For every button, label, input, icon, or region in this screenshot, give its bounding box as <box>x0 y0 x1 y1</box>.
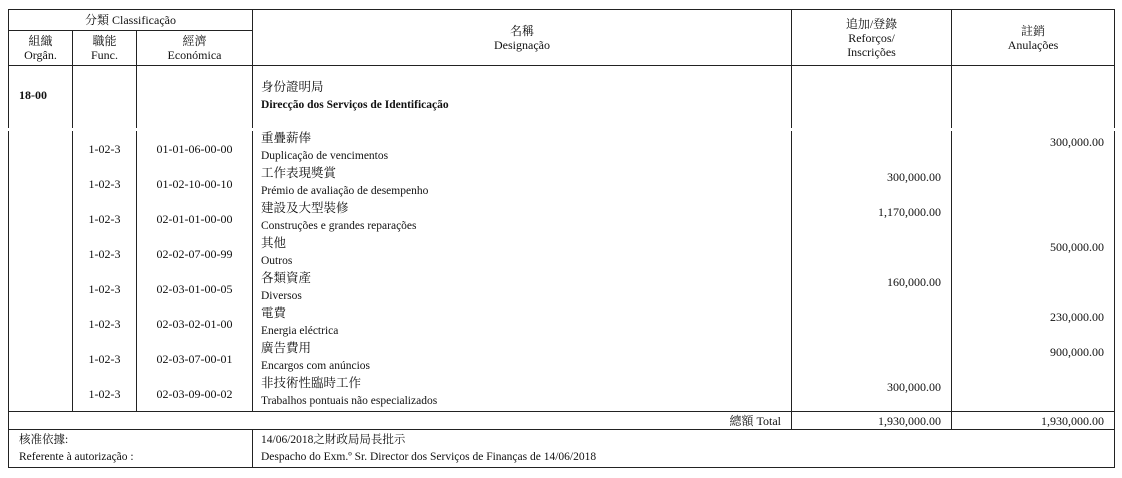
row-func-code: 1-02-3 <box>88 142 121 156</box>
row-anulacoes-cell <box>952 131 1115 166</box>
row-desig-cell <box>253 341 792 376</box>
row-desig-cell <box>253 271 792 306</box>
table-row <box>9 236 1115 271</box>
row-anulacoes-value <box>952 166 1104 170</box>
row-reforcos-value <box>792 236 941 240</box>
anulacoes-header <box>952 10 1115 66</box>
econ-header-zh: 經濟 <box>182 34 207 48</box>
entity-org-cell <box>9 66 73 128</box>
row-func-code: 1-02-3 <box>88 387 121 401</box>
row-econ-cell <box>137 271 253 306</box>
row-anulacoes-cell <box>952 271 1115 306</box>
row-reforcos-cell <box>792 201 952 236</box>
row-econ-code: 02-02-07-00-99 <box>156 247 233 261</box>
row-anulacoes-value: 300,000.00 <box>1050 135 1104 149</box>
designation-header <box>253 10 792 66</box>
org-header-zh: 組織 <box>28 34 53 48</box>
row-desc-zh: 工作表現獎賞 <box>261 166 337 180</box>
footer-value-zh: 14/06/2018之財政局局長批示 <box>261 434 406 446</box>
row-econ-cell <box>137 236 253 271</box>
row-func-code: 1-02-3 <box>88 212 121 226</box>
row-reforcos-value <box>792 131 941 135</box>
entity-reforcos-cell <box>792 66 952 128</box>
row-desc-pt: Construções e grandes reparações <box>261 220 417 232</box>
row-desc-zh: 重疊薪俸 <box>261 131 312 145</box>
reforcos-header-pt1: Reforços/ <box>848 30 895 45</box>
row-reforcos-cell <box>792 131 952 166</box>
row-func-code: 1-02-3 <box>88 177 121 191</box>
footer-value-cell <box>253 430 1115 468</box>
row-econ-code: 01-02-10-00-10 <box>156 177 233 191</box>
footer-label-zh: 核准依據: <box>19 434 69 446</box>
table-row <box>9 166 1115 201</box>
row-func-cell <box>73 271 137 306</box>
reforcos-header-zh: 追加/登錄 <box>845 16 898 31</box>
entity-name-zh: 身份證明局 <box>261 80 324 94</box>
budget-rows <box>9 131 1115 411</box>
table-row <box>9 201 1115 236</box>
budget-rows-table <box>8 131 1115 411</box>
row-reforcos-cell <box>792 306 952 341</box>
row-desc-pt: Energia eléctrica <box>261 325 339 337</box>
row-org-cell <box>9 306 73 341</box>
row-anulacoes-cell <box>952 376 1115 411</box>
entity-econ-cell <box>137 66 253 128</box>
total-table <box>8 411 1115 468</box>
row-desc-pt: Prémio de avaliação de desempenho <box>261 185 429 197</box>
row-anulacoes-cell <box>952 166 1115 201</box>
total-anulacoes: 1,930,000.00 <box>952 412 1115 430</box>
row-reforcos-value: 300,000.00 <box>887 380 941 394</box>
row-econ-code: 02-03-07-00-01 <box>156 352 233 366</box>
row-reforcos-cell <box>792 166 952 201</box>
row-func-code: 1-02-3 <box>88 282 121 296</box>
row-econ-cell <box>137 376 253 411</box>
row-desc-zh: 廣告費用 <box>261 341 312 355</box>
row-desc-pt: Trabalhos pontuais não especializados <box>261 395 438 407</box>
row-anulacoes-cell <box>952 306 1115 341</box>
row-func-code: 1-02-3 <box>88 317 121 331</box>
row-org-cell <box>9 341 73 376</box>
table-row <box>9 341 1115 376</box>
row-anulacoes-value <box>952 271 1104 275</box>
row-econ-code: 02-03-01-00-05 <box>156 282 233 296</box>
row-reforcos-cell <box>792 376 952 411</box>
row-func-cell <box>73 166 137 201</box>
row-org-cell <box>9 166 73 201</box>
entity-name-pt: Direcção dos Serviços de Identificação <box>261 99 449 111</box>
row-anulacoes-value: 900,000.00 <box>1050 345 1104 359</box>
entity-desig-cell <box>253 66 792 128</box>
designation-header-pt: Designação <box>494 37 550 52</box>
econ-header <box>137 31 253 66</box>
anulacoes-header-pt: Anulações <box>1007 37 1059 52</box>
org-header <box>9 31 73 66</box>
row-org-cell <box>9 201 73 236</box>
total-label: 總額 Total <box>9 412 792 430</box>
table-row <box>9 306 1115 341</box>
row-func-cell <box>73 376 137 411</box>
row-econ-code: 01-01-06-00-00 <box>156 142 233 156</box>
row-desc-zh: 其他 <box>261 236 287 250</box>
entity-anul-cell <box>952 66 1115 128</box>
row-desc-pt: Encargos com anúncios <box>261 360 371 372</box>
row-anulacoes-cell <box>952 341 1115 376</box>
row-desc-zh: 非技術性臨時工作 <box>261 376 362 390</box>
row-desc-pt: Duplicação de vencimentos <box>261 150 389 162</box>
reforcos-header-pt2: Inscrições <box>847 44 896 59</box>
row-desc-zh: 電費 <box>261 306 287 320</box>
anulacoes-header-zh: 註銷 <box>1021 23 1046 38</box>
budget-table <box>8 9 1115 128</box>
row-reforcos-cell <box>792 236 952 271</box>
row-reforcos-value <box>792 341 941 345</box>
row-org-cell <box>9 131 73 166</box>
footer-label-cell <box>9 430 253 468</box>
row-desig-cell <box>253 306 792 341</box>
row-reforcos-cell <box>792 341 952 376</box>
row-econ-code: 02-03-09-00-02 <box>156 387 233 401</box>
row-desig-cell <box>253 166 792 201</box>
row-econ-code: 02-01-01-00-00 <box>156 212 233 226</box>
row-econ-cell <box>137 201 253 236</box>
row-anulacoes-cell <box>952 201 1115 236</box>
func-header-pt: Func. <box>91 48 118 62</box>
table-row <box>9 131 1115 166</box>
row-desc-pt: Diversos <box>261 290 302 302</box>
row-func-code: 1-02-3 <box>88 247 121 261</box>
entity-org-code: 18-00 <box>19 88 47 102</box>
row-anulacoes-value: 230,000.00 <box>1050 310 1104 324</box>
row-desc-zh: 建設及大型裝修 <box>261 201 349 215</box>
row-anulacoes-value <box>952 201 1104 205</box>
row-reforcos-value <box>792 306 941 310</box>
row-desc-zh: 各類資產 <box>261 271 312 285</box>
entity-row <box>9 66 1115 128</box>
row-econ-cell <box>137 306 253 341</box>
table-row <box>9 271 1115 306</box>
header-row-1 <box>9 10 1115 31</box>
row-econ-cell <box>137 166 253 201</box>
row-reforcos-cell <box>792 271 952 306</box>
designation-header-zh: 名稱 <box>510 23 535 38</box>
row-econ-cell <box>137 341 253 376</box>
row-desig-cell <box>253 131 792 166</box>
row-econ-code: 02-03-02-01-00 <box>156 317 233 331</box>
total-reforcos: 1,930,000.00 <box>792 412 952 430</box>
func-header-zh: 職能 <box>92 34 117 48</box>
row-org-cell <box>9 376 73 411</box>
row-desig-cell <box>253 201 792 236</box>
row-func-cell <box>73 131 137 166</box>
row-func-cell <box>73 201 137 236</box>
reforcos-header <box>792 10 952 66</box>
row-anulacoes-value <box>952 376 1104 380</box>
row-reforcos-value: 160,000.00 <box>887 275 941 289</box>
row-org-cell <box>9 236 73 271</box>
total-row <box>9 412 1115 430</box>
row-reforcos-value: 1,170,000.00 <box>878 205 941 219</box>
org-header-pt: Orgân. <box>24 48 57 62</box>
row-desig-cell <box>253 376 792 411</box>
func-header <box>73 31 137 66</box>
footer-row <box>9 430 1115 468</box>
table-row <box>9 376 1115 411</box>
row-anulacoes-value: 500,000.00 <box>1050 240 1104 254</box>
row-econ-cell <box>137 131 253 166</box>
row-func-cell <box>73 236 137 271</box>
row-reforcos-value: 300,000.00 <box>887 170 941 184</box>
row-org-cell <box>9 271 73 306</box>
row-func-cell <box>73 306 137 341</box>
econ-header-pt: Económica <box>167 48 222 62</box>
classification-header: 分類 Classificação <box>9 10 253 31</box>
row-desig-cell <box>253 236 792 271</box>
footer-label-pt: Referente à autorização : <box>19 451 134 463</box>
row-func-cell <box>73 341 137 376</box>
entity-func-cell <box>73 66 137 128</box>
row-desc-pt: Outros <box>261 255 293 267</box>
footer-value-pt: Despacho do Exm.º Sr. Director dos Serviços de Finanças de 14/06/2018 <box>261 451 597 463</box>
row-func-code: 1-02-3 <box>88 352 121 366</box>
row-anulacoes-cell <box>952 236 1115 271</box>
